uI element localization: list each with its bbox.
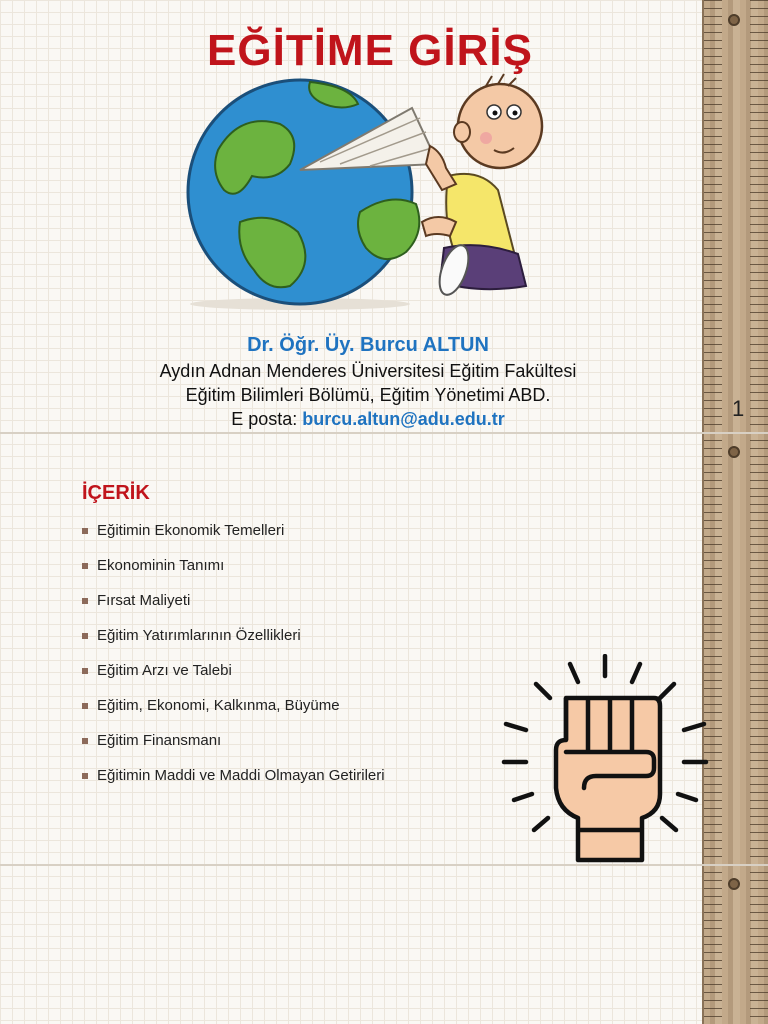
contents-list	[82, 522, 385, 802]
title-slide	[0, 0, 768, 432]
list-item-label: Fırsat Maliyeti	[97, 592, 191, 609]
email-link[interactable]: burcu.altun@adu.edu.tr	[302, 409, 505, 429]
section-title: İÇERİK	[82, 482, 150, 504]
bullet-icon	[82, 738, 88, 744]
contents-slide	[0, 432, 768, 864]
list-item-label: Eğitim Finansmanı	[97, 732, 222, 749]
bullet-icon	[82, 703, 88, 709]
list-item	[82, 522, 385, 557]
affiliation-university: Aydın Adnan Menderes Üniversitesi Eğitim Fakültesi	[159, 361, 577, 381]
raised-fist-icon	[500, 654, 710, 868]
list-item-label: Eğitim Yatırımlarının Özellikleri	[97, 627, 301, 644]
page-number: 1	[732, 396, 745, 421]
affiliation-department: Eğitim Bilimleri Bölümü, Eğitim Yönetimi ABD.	[185, 385, 551, 405]
globe-with-child-cartoon-icon	[180, 72, 560, 316]
list-item-label: Eğitimin Maddi ve Maddi Olmayan Getirileri	[97, 767, 385, 784]
bullet-icon	[82, 528, 88, 534]
list-item	[82, 627, 385, 662]
bullet-icon	[82, 668, 88, 674]
bullet-icon	[82, 598, 88, 604]
bullet-icon	[82, 633, 88, 639]
list-item	[82, 662, 385, 697]
next-slide-partial	[0, 864, 768, 1024]
list-item-label: Eğitimin Ekonomik Temelleri	[97, 522, 285, 539]
list-item	[82, 697, 385, 732]
email-label: E posta:	[231, 409, 303, 429]
list-item-label: Ekonominin Tanımı	[97, 557, 225, 574]
list-item-label: Eğitim Arzı ve Talebi	[97, 662, 232, 679]
list-item	[82, 767, 385, 802]
bullet-icon	[82, 563, 88, 569]
author-name: Dr. Öğr. Üy. Burcu ALTUN	[247, 334, 489, 356]
list-item-label: Eğitim, Ekonomi, Kalkınma, Büyüme	[97, 697, 340, 714]
list-item	[82, 592, 385, 627]
bullet-icon	[82, 773, 88, 779]
slide-title: EĞİTİME GİRİŞ	[207, 26, 533, 75]
email-line	[0, 409, 736, 430]
list-item	[82, 557, 385, 592]
list-item	[82, 732, 385, 767]
